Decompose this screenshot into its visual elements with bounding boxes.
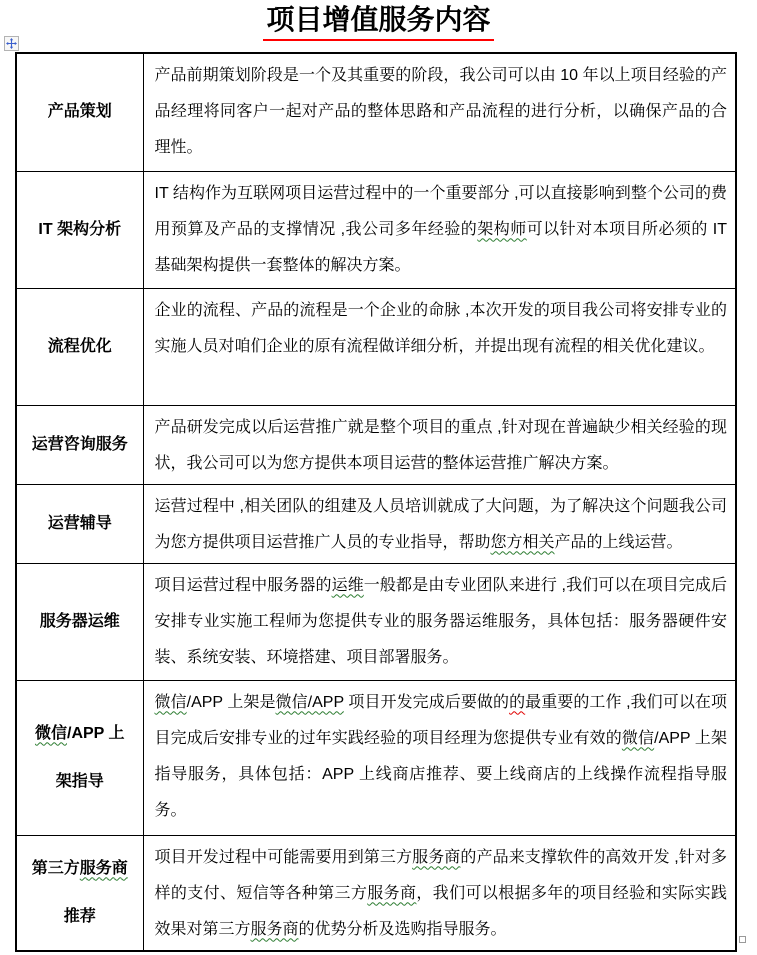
- service-name-cell[interactable]: [16, 405, 143, 484]
- table-row: [16, 53, 736, 171]
- grammar-flagged-text: 您方相关: [490, 533, 555, 551]
- service-name-cell[interactable]: [16, 288, 143, 405]
- service-name-cell[interactable]: [16, 171, 143, 288]
- service-name-line: [19, 893, 141, 941]
- service-name-line: [19, 710, 141, 758]
- text-segment: /APP 上架指导服务，具体包括：APP 上线商店推荐、要上线商店的上线操作流程指导服务。: [154, 729, 727, 819]
- grammar-flagged-text: 微信: [154, 693, 187, 711]
- text-segment: 运营辅导: [47, 514, 112, 532]
- text-segment: 架指导: [55, 772, 104, 790]
- text-segment: 产品研发完成以后运营推广就是整个项目的重点 ,针对现在普遍缺少相关经验的现状，我公司可以为您方提供本项目运营的整体运营推广解决方案。: [154, 418, 727, 472]
- service-name-line: [19, 598, 141, 646]
- table-row: [16, 405, 736, 484]
- grammar-flagged-text: 架构师: [477, 220, 527, 238]
- text-segment: 服务器运维: [39, 612, 120, 630]
- table-row: [16, 563, 736, 680]
- text-segment: 的产品来支撑软件的高效开发 ,针对多样的支付、短信等各种第三方: [154, 848, 727, 902]
- service-name-line: [19, 845, 141, 893]
- text-segment: 项目开发过程中可能需要用到第三方: [154, 848, 413, 866]
- service-description-cell[interactable]: [143, 288, 736, 405]
- text-segment: ，我们可以根据多年的项目经验和实际实践效果对第三方: [154, 884, 727, 938]
- text-segment: 企业的流程、产品的流程是一个企业的命脉 ,本次开发的项目我公司将安排专业的实施人员对咱们企业的原有流程做详细分析，并提出现有流程的相关优化建议。: [154, 301, 727, 355]
- service-name-cell[interactable]: [16, 835, 143, 951]
- table-resize-handle[interactable]: [739, 936, 746, 943]
- text-segment: 项目运营过程中服务器的: [154, 576, 332, 594]
- table-row: [16, 171, 736, 288]
- service-description-cell[interactable]: [143, 53, 736, 171]
- service-name-cell[interactable]: [16, 680, 143, 835]
- text-segment: 推荐: [63, 907, 96, 925]
- text-segment: 产品的上线运营。: [554, 533, 683, 551]
- text-segment: 流程优化: [47, 337, 112, 355]
- service-name-line: [19, 323, 141, 371]
- move-cross-icon: [6, 38, 17, 49]
- grammar-flagged-text: 运维: [331, 576, 364, 594]
- grammar-flagged-text: 微信: [621, 729, 655, 747]
- text-segment: 第三方: [31, 859, 80, 877]
- text-segment: 项目开发完成后要做的: [343, 693, 510, 711]
- text-segment: 一般都是由专业团队来进行 ,我们可以在项目完成后安排专业实施工程师为您提供专业的服务器运维服务，具体包括：服务器硬件安装、系统安装、环境搭建、项目部署服务。: [154, 576, 727, 666]
- page-title-text: 项目增值服务内容: [263, 2, 493, 41]
- service-name-cell[interactable]: [16, 563, 143, 680]
- service-description-cell[interactable]: [143, 171, 736, 288]
- services-table: [15, 52, 737, 952]
- service-description-cell[interactable]: [143, 835, 736, 951]
- table-row: [16, 835, 736, 951]
- text-segment: 最重要的工作 ,我们可以在项目完成后安排专业的过年实践经验的项目经理为您提供专业有效的: [154, 693, 727, 747]
- text-segment: 运营过程中 ,相关团队的组建及人员培训就成了大问题，为了解决这个问题我公司为您方提供项目运营推广人员的专业指导，帮助: [154, 497, 727, 551]
- service-name-cell[interactable]: [16, 53, 143, 171]
- service-description-cell[interactable]: [143, 405, 736, 484]
- service-name-cell[interactable]: [16, 484, 143, 563]
- misspelled-text: 的: [509, 693, 526, 711]
- text-segment: 运营咨询服务: [31, 435, 128, 453]
- text-segment: 的优势分析及选购指导服务。: [298, 920, 507, 938]
- grammar-flagged-text: 微信/APP: [275, 693, 344, 711]
- text-segment: 可以针对本项目所必须的 IT 基础架构提供一套整体的解决方案。: [154, 220, 727, 274]
- text-segment: IT 结构作为互联网项目运营过程中的一个重要部分 ,可以直接影响到整个公司的费用预算及产品的支撑情况 ,我公司多年经验的: [154, 184, 727, 238]
- service-name-line: [19, 500, 141, 548]
- text-segment: /APP 上: [67, 724, 125, 742]
- text-segment: 产品前期策划阶段是一个及其重要的阶段，我公司可以由 10 年以上项目经验的产品经理将同客户一起对产品的整体思路和产品流程的进行分析，以确保产品的合理性。: [154, 67, 727, 156]
- page-title: [0, 2, 757, 41]
- table-row: [16, 484, 736, 563]
- table-row: [16, 288, 736, 405]
- grammar-flagged-text: 服务商: [367, 884, 417, 902]
- grammar-flagged-text: 微信: [34, 724, 67, 742]
- table-move-handle[interactable]: [4, 36, 19, 51]
- table-row: [16, 680, 736, 835]
- text-segment: IT 架构分析: [38, 220, 122, 238]
- service-description-cell[interactable]: [143, 563, 736, 680]
- grammar-flagged-text: 服务商: [250, 920, 299, 938]
- text-segment: 产品策划: [47, 103, 112, 121]
- service-description-cell[interactable]: [143, 484, 736, 563]
- service-name-line: [19, 206, 141, 254]
- text-segment: /APP 上架是: [186, 693, 276, 711]
- grammar-flagged-text: 服务商: [79, 859, 128, 877]
- service-name-line: [19, 421, 141, 469]
- services-table-body: [16, 53, 736, 951]
- service-description-cell[interactable]: [143, 680, 736, 835]
- grammar-flagged-text: 服务商: [412, 848, 461, 866]
- service-name-line: [19, 88, 141, 136]
- service-name-line: [19, 758, 141, 806]
